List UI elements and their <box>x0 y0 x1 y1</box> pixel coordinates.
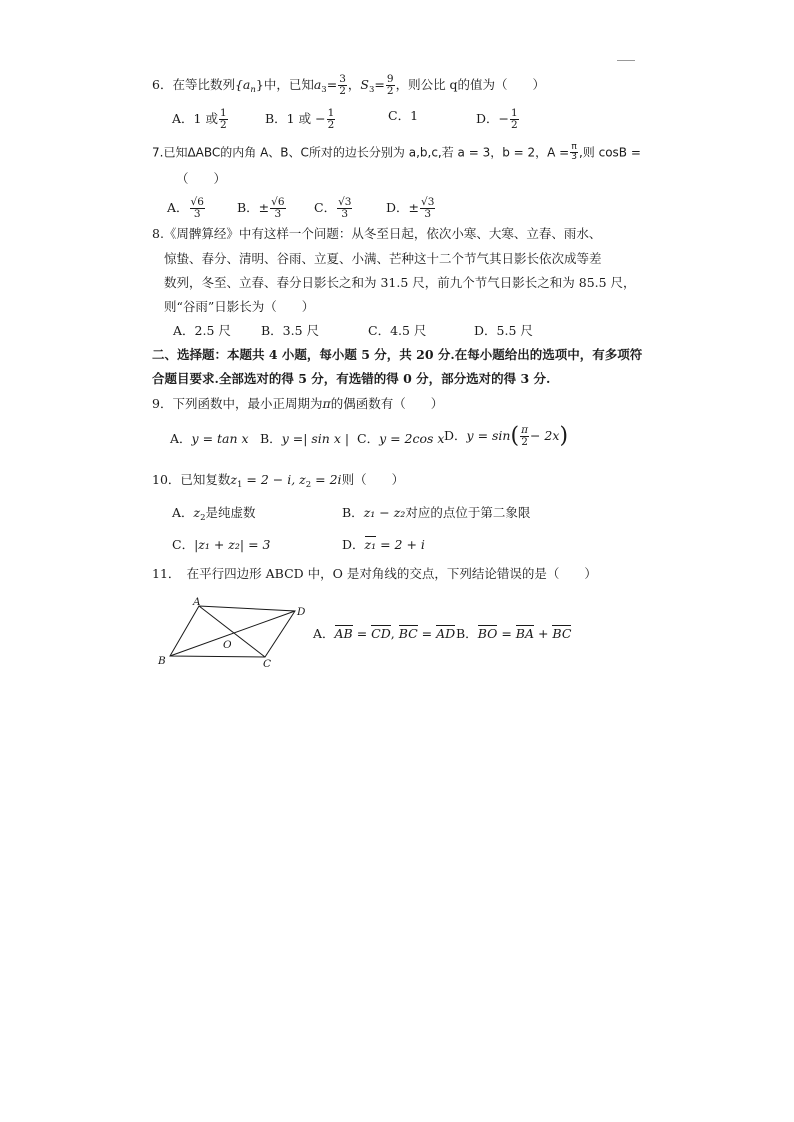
question-10-stem: 10．已知复数$z_1 = 2 - i$, $z_2 = 2i$则（ ） <box>152 472 405 490</box>
question-10-option-b: B．z₁ − z₂对应的点位于第二象限 <box>342 505 531 520</box>
question-9-stem: 9．下列函数中，最小正周期为π的偶函数有（ ） <box>152 396 444 411</box>
question-6-stem: 6．在等比数列$\{a_n\}$中，已知$a_3=$ $\frac{3}{2}$ ，$S_3=$ $\frac{9}{2}$ ，则公比 q的值为（ ） <box>152 73 546 98</box>
fraction: $\frac{9}{2}$ <box>386 73 394 98</box>
question-8-option-a: A．2.5 尺 <box>173 323 231 338</box>
question-10-option-d: D．z₁ = 2 + i <box>342 537 425 552</box>
question-8-line-3: 数列，冬至、立春、春分日影长之和为 31.5 尺，前九个节气日影长之和为 85.5 尺， <box>164 275 636 290</box>
question-8-line-4: 则“谷雨”日影长为（ ） <box>164 299 315 314</box>
vertex-label-d: D <box>297 606 305 618</box>
question-7-answer-paren: （ ） <box>176 171 227 186</box>
question-10-option-a: A．$z_2$是纯虚数 <box>172 505 256 523</box>
question-7-option-a: A． $\frac{√6}{3}$ <box>167 196 204 221</box>
question-9-option-a: A．y = tan x <box>170 431 249 446</box>
question-7-stem: 7.已知ΔABC的内角 A、B、C所对的边长分别为 a,b,c,若 a = 3，b = 2，A = $\frac{\pi}{3}$ ,则 cosB = <box>152 142 641 163</box>
question-9-option-d: D．y = sin( $\frac{\pi}{2}$ − 2x) <box>444 423 569 449</box>
page-corner-mark <box>617 60 635 61</box>
parallelogram-diagram <box>155 596 305 668</box>
fraction: $\frac{3}{2}$ <box>339 73 346 98</box>
question-7-option-b: B．± $\frac{√6}{3}$ <box>237 196 285 221</box>
question-11-stem: 11． 在平行四边形 ABCD 中，O 是对角线的交点，下列结论错误的是（ ） <box>152 566 597 581</box>
question-7-option-c: C． $\frac{√3}{3}$ <box>314 196 352 221</box>
question-8-option-b: B．3.5 尺 <box>261 323 320 338</box>
question-6-option-d: D．− $\frac{1}{2}$ <box>476 107 518 132</box>
question-7-option-d: D．± $\frac{√3}{3}$ <box>386 196 435 221</box>
diagonal-ac <box>199 606 265 657</box>
diagonal-bd <box>170 611 295 656</box>
question-8-line-2: 惊蛰、春分、清明、谷雨、立夏、小满、芒种这十二个节气其日影长依次成等差 <box>164 251 602 266</box>
question-8-line-1: 8.《周髀算经》中有这样一个问题：从冬至日起，依次小寒、大寒、立春、雨水、 <box>152 226 602 241</box>
vertex-label-c: C <box>263 658 272 668</box>
question-9-option-b: B．y =| sin x | <box>260 431 350 446</box>
question-6-option-a: A．1 或 $\frac{1}{2}$ <box>172 107 227 132</box>
section-2-heading-line-2: 合题目要求.全部选对的得 5 分，有选错的得 0 分，部分选对的得 3 分. <box>152 371 551 386</box>
question-11-option-b: B．BO = BA + BC <box>456 626 572 641</box>
vertex-label-a: A <box>193 596 201 608</box>
vertex-label-b: B <box>158 655 166 667</box>
question-10-option-c: C．|z₁ + z₂| = 3 <box>172 537 271 552</box>
question-6-option-b: B．1 或 − $\frac{1}{2}$ <box>265 107 335 132</box>
question-8-option-d: D．5.5 尺 <box>474 323 533 338</box>
question-9-option-c: C．y = 2cos x <box>357 431 445 446</box>
center-label-o: O <box>223 639 232 651</box>
section-2-heading-line-1: 二、选择题：本题共 4 小题，每小题 5 分，共 20 分.在每小题给出的选项中，有多项符 <box>152 347 643 362</box>
question-11-option-a: A．AB = CD, BC = AD <box>313 626 456 641</box>
question-6-option-c: C．1 <box>388 108 419 123</box>
question-8-option-c: C．4.5 尺 <box>368 323 427 338</box>
